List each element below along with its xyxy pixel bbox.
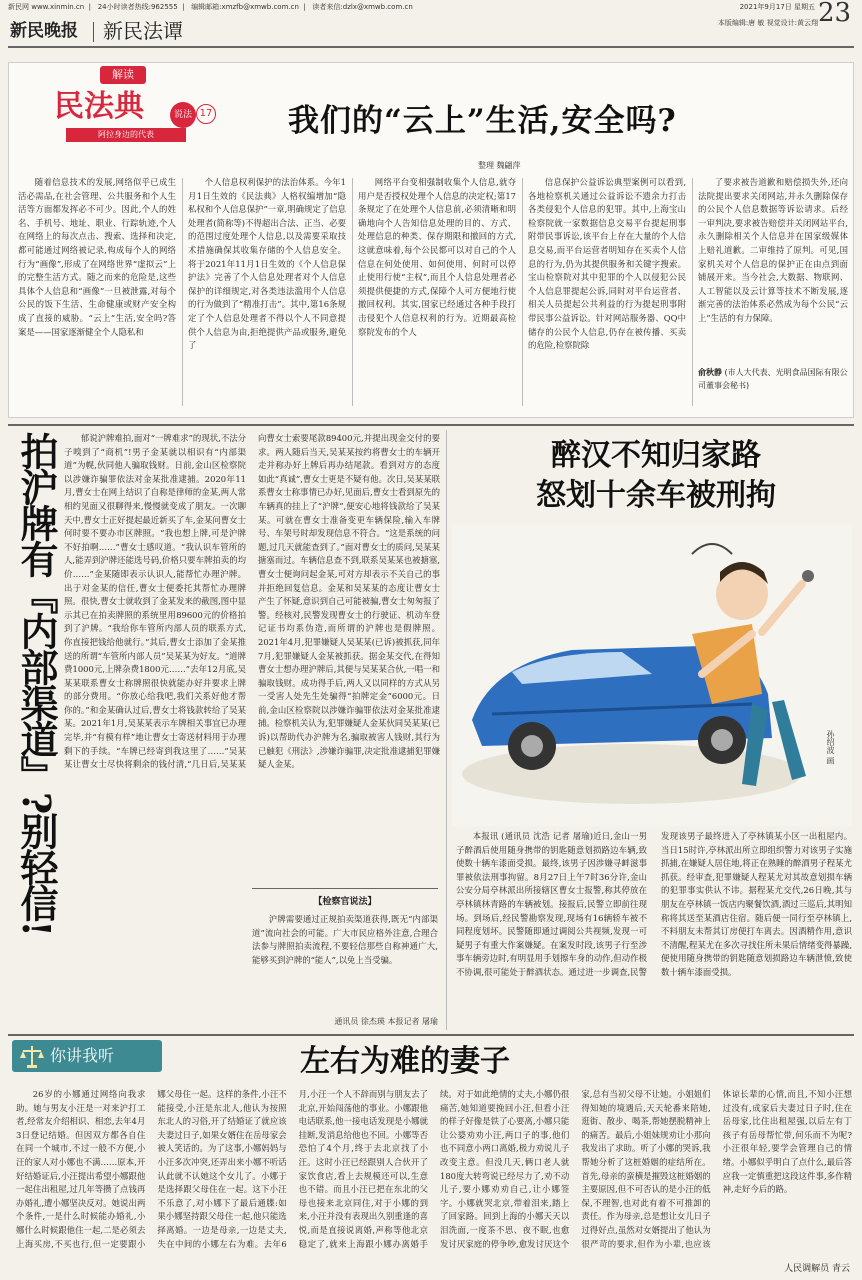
top-col-3: 网络平台变相强制收集个人信息,就夺用户是否授权处理个人信息的决定权;第17条规定了在处理个人信息前,必须清晰和明确地向个人告知信息处理的目的、方式、处理信息的种类、保存期限和撤回的方式,这就意味着,每个公民都可以对自己的个人信息在何处使用、如何使用、何时可以停止使用行使“主权”,而且个人信息处理者必须提供便捷的方式,保障个人可方便地行使撤回权利。其实,国家已经通过各种手段打击侵犯个人信息权利的行为。近期最高检察院发布的个人 [358,177,516,337]
drunk-man-car-illustration [452,524,852,826]
signature-name: 俞秋静 [698,368,722,377]
badge-number: 17 [196,104,216,124]
header-date: 2021年9月17日 星期五 [739,3,815,11]
header-hotline: 24小时读者热线:962555 [97,3,178,11]
top-signature [698,366,848,406]
header-meta: 新民网 www.xinmin.cn | 24小时读者热线:962555 | 编辑邮箱:xmzfb@xmwb.com.cn | 读者来信:dzlx@xmwb.com.cn [8,3,413,11]
top-col-5: 了要求被告道歉和赔偿损失外,还向法院提出要求关闭网站,并永久删除保存的公民个人信息数据等诉讼请求。后经一审判决,要求被告赔偿并关闭网站平台,永久删除相关个人信息并在国家级媒体上赔礼道歉。二审维持了原判。可见,国家机关对个人信息的保护正在由点到面铺展开来。当今社会,大数据、物联网、人工智能以及云计算等技术不断发展,逐渐完善的法治体系必然成为每个公民“云上”生活的有力保障。 [698,177,848,323]
section-name: 新民法谭 [103,19,183,43]
column-tag-label: 你讲我听 [50,1046,115,1065]
badge-say: 说法 [170,102,196,128]
badge-top: 解读 [100,66,146,84]
left-story-byline: 通讯员 徐杰瑛 本报记者 屠瑜 [334,1017,438,1026]
top-headline: 我们的“云上”生活,安全吗? [288,103,677,139]
badge-subtitle: 阿拉身边的代表 [66,128,186,142]
signature-role: (市人大代表、光明食品国际有限公司董事会秘书) [698,368,848,390]
header-site: 新民网 www.xinmin.cn [8,3,85,11]
top-byline: 整理 魏翩萍 [478,161,521,170]
column-badge [52,66,217,148]
bottom-byline: 人民调解员 青云 [784,1264,850,1274]
badge-main: 民法典 [54,89,144,124]
right-headline [466,436,846,520]
column-tag [12,1040,162,1072]
left-story-body: 郁说沪牌难拍,面对“一牌难求”的现状,不法分子嗅到了“商机”!男子金某就以相识有“内部渠道”为幌,伙同他人骗取钱财。日前,金山区检察院以涉嫌诈骗罪依法对金某批准逮捕。2020年11月,曹女士在网上结识了自称是律师的金某,两人常相约见面又很聊得来,慢慢就变成了朋友。一次聊天中,曹女士正好提起最近新买了车,金某问曹女士何时要不要办市区牌照。“我也想上牌,可是沪牌不好拍啊……”曹女士感叹道。“我认识车管所的人,能弄到沪牌还能选号码,价格只要车牌拍卖的均价……”金某随即表示认识人,能帮忙办理沪牌。出于对金某的信任,曹女士便委托其帮忙办理牌照。很快,曹女士就收到了金某发来的截图,图中显示其已在拍卖牌照的系统里用89600元的价格拍到了沪牌。“我给你车管所内部人员的联系方式,你直接把钱给他就行。”其后,曹女士添加了金某推送的所谓“车管所内部人员”吴某某为好友。“道牌费1000元,上牌杂费1800元……”去年12月底,吴某某联系曹女士称牌照很快就能办好并要求上牌的部分费用。“你放心给我吧,我们关系好他才帮你的。”和金某确认过后,曹女士将钱款转给了吴某某。2021年1月,吴某某表示车牌相关事宜已办理完毕,并“有模有样”地让曹女士寄送材料用于办理剩下的手续。“车牌已经寄到我这里了……”吴某某让曹女士尽快将剩余的钱付清,“几日后,吴某某向曹女士索要尾款89400元,并提出现金交付的要求。两人随后当天,吴某某按约将曹女士的车辆开走并称办好上牌后再办结尾款。看到对方的态度如此“真诚”,曹女士更是不疑有他。次日,吴某某联系曹女士称事情已办好,见面后,曹女士看到原先的车辆真的挂上了“沪牌”,便安心地将钱款给了吴某某。可就在曹女士准备变更车辆保险,输入车牌号、车架号时却发现信息不符合。“这是系统的问题,过几天就能查到了。”面对曹女士的质问,吴某某搪塞而过。车辆信息查不到,联系吴某某也被搪塞,曹女士便询问起金某,可对方却表示不关自己的事并拒绝回复信息。金某和吴某某的态度让曹女士产生了怀疑,意识到自己可能被骗,曹女士匆匆报了警。经核对,民警发现曹女士的行驶证、机动车登记证书均系伪造,而所谓的沪牌也是假牌照。2021年4月,犯罪嫌疑人吴某某(已诉)被抓获,同年7月,犯罪嫌疑人金某被抓获。据金某交代,在得知曹女士想办理沪牌后,其便与吴某某合伙,一唱一和骗取钱财。成功得手后,两人又以同样的方式从另一受害人处先生处骗得“拍牌定金”6000元。日前,金山区检察院以涉嫌诈骗罪依法对金某批准逮捕。检察机关认为,犯罪嫌疑人金某伙同吴某某(已诉)以帮助代办沪牌为名,骗取被害人钱财,其行为已触犯《刑法》,涉嫌诈骗罪,决定批准逮捕犯罪嫌疑人金某。 [64,433,440,770]
illustration-credit: 孙绍波 画 [826,730,835,765]
header-letters: 读者来信:dzlx@xmwb.com.cn [312,3,413,11]
top-col-1: 随着信息技术的发展,网络似乎已成生活必需品,在社会管理、公共服务和个人生活等方面都发挥必不可少。因此,个人的姓名、手机号、地址、职业、行踪轨迹,个人在网络上的每次点击、搜索、选择和决定,都可能通过网络被记录,构成每个人的网络行为“画像”,形成了在网络世界“虚拟云”上的完整生活方式。随之而来的危险是,这些具体个人信息和“画像”一旦被泄露,对每个公民的饭下生活、生命健康或财产安全构成了直接的威胁。“云上”生活,安全吗?答案是——国家逐渐健全个人隐私和 [18,177,176,337]
right-story-body: 本报讯 (通讯员 沈浩 记者 屠瑜)近日,金山一男子醉酒后使用随身携带的钥匙随意划损路边车辆,致使数十辆车漆面受损。最终,该男子因涉嫌寻衅滋事罪被依法刑事拘留。8月27日上午7时36分许,金山公安分局亭林派出所接辖区曹女士报警,称其停放在亭林镇林青路的车辆被划。接报后,民警立即前往现场。到场后,经民警勘察发现,现场有16辆轿车被不同程度划坏。民警随即通过调阅公共视频,发现一可疑男子有重大作案嫌疑。在案发时段,该男子行至涉事车辆旁边时,有明显用手划擦车身的动作,但动作极不协调,很可能处于醉酒状态。通过进一步调查,民警发现该男子最终进入了亭林镇某小区一出租屋内。当日15时许,亭林派出所立即组织警力对该男子实施抓捕,在嫌疑人居住地,将正在熟睡的醉酒男子程某尤抓获。经审查,犯罪嫌疑人程某尤对其故意划损车辆的犯罪事实供认不讳。据程某尤交代,26日晚,其与朋友在亭林镇一饭店内聚餐饮酒,酒过三巡后,其明知称将其送至某酒店住宿。随后便一同行至亭林镇上,不料朋友未帮其订房便打车离去。因酒精作用,意识不清醒,程某尤在多次寻找住所未果后情绪变得暴躁,便使用随身携带的钥匙随意划损路边车辆泄愤,致使数十辆车漆面受损。 [456,831,852,977]
bottom-headline: 左右为难的妻子 [300,1044,510,1079]
prosecutor-box-text: 沪牌需要通过正规拍卖渠道获得,既无“内部渠道”流向社会的可能。广大市民应格外注意,合理合法参与牌照拍卖流程,不要轻信那些自称神通广大,能够买到沪牌的“能人”,以免上当受骗。 [252,914,438,965]
prosecutor-box-title: 【检察官说法】 [313,897,377,907]
bottom-story-body: 26岁的小娜通过网络向我求助。她与男友小汪是一对来沪打工者,经常友介绍相识、相恋,去年4月3日登记结婚。但因双方都各自住在同一个城市,不过一般不方便,小汪的家人对小娜也不满……原本,开好结婚证后,小汪提出希望小娜跟他一起住出租屋,过几年等攒了点钱再办婚礼,遭小娜坚决反对。她说出两个条件,一是什么时候能办婚礼,小娜什么时候跟他住一起,二是必须去上海买房,不买也行,但一定要跟小娜父母住一起。这样的条件,小汪不能接受,小汪是东北人,他认为按照东北人的习俗,开了结婚证了就应该夫妻过日子,如果女婿住在岳母家会被人笑话的。为了这事,小娜妈妈与小汪多次冲突,还弄出来小娜不听话认此就不认她这个女儿了。小娜于是选择跟父母住在一起。这下小汪不乐意了,对小娜下了最后通牒:如果小娜坚持跟父母住一起,他只能选择离婚。一边是母亲,一边是丈夫,失在中间的小娜左右为难。去年6月,小汪一个人不辞而别与朋友去了北京,开始闯荡他的事业。小娜跟他电话联系,他一接电话发现是小娜就挂断,发消息给他也不回。小娜等否恐怕了4个月,终于去北京找了小汪。这时小汪已经跟别人合伙开了家饮食店,看上去规模还可以,生意也不错。而且小汪已把在东北的父母也接来北京同住,对于小娜的到来,小汪并没有表现出久别重逢的喜悦,而是直接说离婚,声称等他北京稳定了,就来上海跟小娜办离婚手续。对于如此绝情的丈夫,小娜仍很痛苦,她知道要挽回小汪,但看小汪的样子好像是铁了心要离,小娜只能让公婆劝劝小汪,两口子的事,他们也不同意小两口离婚,极力劝说儿子改变主意。但没几天,俩口老人就180度大转弯说已经尽力了,劝不动儿子,要小娜劝劝自己,让小娜签字。小娜就哭北京,带着泪来,踏上了回家路。回到上海的小娜天天以泪洗面,一度茶不思、夜不眠,也愈发讨厌家庭的停争吵,愈发讨厌这个家,总有当初父母不让她。小姐姐们得知她的境遇后,天天轮番来陪她,逛街、散步、喝茶,帮她摆脱精神上的痛苦。最后,小姐妹规劝让小那向我发出了求助。听了小娜的哭诉,我帮她分析了这桩婚姻的症结所在。首先,母亲的蛮横是摧毁这桩婚姻的主要原因,但不可否认的是小汪的低保,不理智,也对此有着不可推卸的责任。作为母亲,总是想让女儿日子过得好点,虽然对女婿提出了他认为很严苛的要求,但作为小辈,也应该体谅长辈的心情,而且,不知小汪想过没有,成家后夫妻过日子时,住在岳母家,比住出租屋强,以后左有丁孩子有岳母帮忙带,何乐而不为呢?小汪很年轻,要学会管理自己的情绪。小娜似乎明白了点什么,最后答应我一定慎重把这段这件事,多作精神,走好今后的路。 [16,1089,852,1249]
prosecutor-box [252,888,438,1012]
right-headline-line-2: 怒划十余车被刑拘 [536,478,776,513]
paper-name: 新民晚报 [10,21,78,41]
right-headline-line-1: 醉汉不知归家路 [551,438,761,473]
header-email: 编辑邮箱:xmzfb@xmwb.com.cn [191,3,299,11]
page-number: 23 [818,0,852,28]
left-headline: 拍沪牌有『内部渠道』?别轻信! [14,432,59,935]
page-editors: 本版编辑:唐 敏 视觉设计:黄云翔 [717,19,818,27]
top-col-2: 个人信息权利保护的法治体系。今年1月1日生效的《民法典》人格权编增加“隐私权和个人信息保护”一章,明确规定了信息处理者(简称等)不得超出合法、正当、必要的范围过度处理个人信息,以及需要采取技术措施确保其收集存储的个人信息安全。将于2021年11月1日生效的《个人信息保护法》完善了个人信息处理者对个人信息保护的详细规定,对各类违法滥用个人信息的行为做到了“精准打击”。其中,第16条规定了个人信息处理者不得以个人不同意提供个人信息为由,拒绝提供产品或服务,避免了 [188,177,346,351]
illustration [452,524,852,826]
scales-icon [18,1042,46,1070]
top-col-4: 信息保护公益诉讼典型案例可以看到,各地检察机关通过公益诉讼不遗余力打击各类侵犯个人信息的犯罪。其中,上海宝山检察院就一家数据信息交易平台提起刑事附带民事诉讼,该平台上存在大量的个人信息交易,而平台运营者明知存在买卖个人信息的行为,仍为其提供服务和关键字搜索。宝山检察院对其中犯罪的个人以侵犯公民个人信息罪提起公诉,同时对平台运营者、相关人员提起公共利益的行为提起刑事附带民事公益诉讼。针对网站服务器、QQ中储存的公民个人信息,仍存在被传播、买卖的危险,检察院除 [528,177,686,351]
